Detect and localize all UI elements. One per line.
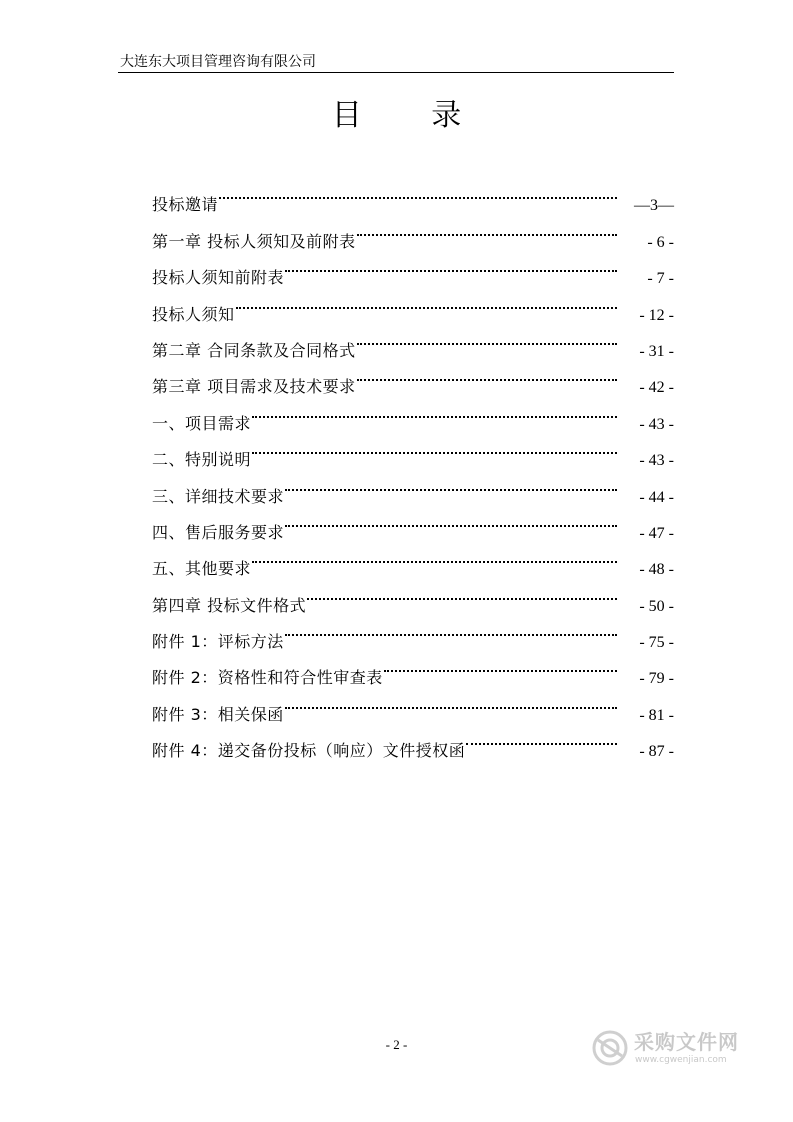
toc-entry-page: - 47 - xyxy=(639,524,674,542)
toc-dot-leader xyxy=(356,356,618,392)
toc-entry-label: 附件 3：相关保函 xyxy=(152,704,284,724)
toc-dot-leader xyxy=(284,611,618,647)
toc-dot-leader xyxy=(383,647,618,683)
toc-entry-page: - 48 - xyxy=(639,561,674,579)
watermark-brand: 采购文件网 xyxy=(634,1030,739,1054)
toc-dot-leader xyxy=(306,574,618,610)
toc-dot-leader xyxy=(284,465,618,501)
toc-entry-page: - 31 - xyxy=(639,342,674,360)
toc-dot-leader xyxy=(284,683,618,719)
company-name: 大连东大项目管理咨询有限公司 xyxy=(120,54,316,70)
toc-dot-leader xyxy=(218,174,618,210)
toc-entry-label: 第三章 项目需求及技术要求 xyxy=(152,377,356,397)
toc-entry-page: - 79 - xyxy=(639,670,674,688)
page-title: 目 录 xyxy=(331,98,492,133)
toc-dot-leader xyxy=(284,247,618,283)
toc-entry-page: - 42 - xyxy=(639,379,674,397)
toc-dot-leader xyxy=(251,392,618,428)
toc-dot-leader xyxy=(251,429,618,465)
page-header xyxy=(118,52,674,73)
watermark-logo-icon xyxy=(592,1030,628,1066)
toc-entry-label: 附件 1：评标方法 xyxy=(152,632,284,652)
toc-entry-page: - 75 - xyxy=(639,634,674,652)
toc-entry-label: 投标邀请 xyxy=(152,195,219,215)
toc-dot-leader xyxy=(465,720,618,756)
toc-entry-page: - 43 - xyxy=(639,452,674,470)
toc-entry-page: - 12 - xyxy=(639,306,674,324)
toc-entry-label: 第一章 投标人须知及前附表 xyxy=(152,231,356,251)
toc-entry-label: 三、详细技术要求 xyxy=(152,486,285,506)
toc-entry-label: 附件 2：资格性和符合性审查表 xyxy=(152,668,383,688)
toc-dot-leader xyxy=(356,320,618,356)
toc-dot-leader xyxy=(356,210,618,246)
toc-entry-page: - 50 - xyxy=(639,597,674,615)
toc-entry-label: 第二章 合同条款及合同格式 xyxy=(152,340,356,360)
toc-entry-page: - 7 - xyxy=(647,270,674,288)
toc-entry-label: 二、特别说明 xyxy=(152,450,252,470)
toc-dot-leader xyxy=(251,538,618,574)
toc-dot-leader xyxy=(235,283,618,319)
watermark xyxy=(592,1028,752,1072)
toc-entry-page: - 44 - xyxy=(639,488,674,506)
toc-entry-label: 一、项目需求 xyxy=(152,413,252,433)
toc-entry-label: 投标人须知 xyxy=(152,304,235,324)
toc-entry-label: 五、其他要求 xyxy=(152,559,252,579)
page-number: - 2 - xyxy=(385,1037,408,1052)
toc-entry-label: 第四章 投标文件格式 xyxy=(152,595,307,615)
toc-entry-page: —3— xyxy=(634,197,674,215)
toc-entry-label: 四、售后服务要求 xyxy=(152,522,285,542)
toc-entry-page: - 43 - xyxy=(639,415,674,433)
toc-entry-page: - 81 - xyxy=(639,706,674,724)
toc-entry-page: - 6 - xyxy=(647,233,674,251)
toc-entry-label: 附件 4：递交备份投标（响应）文件授权函 xyxy=(152,741,466,761)
toc-entry[interactable] xyxy=(152,210,674,251)
toc-entry[interactable] xyxy=(152,174,674,215)
table-of-contents xyxy=(152,174,674,761)
toc-entry-label: 投标人须知前附表 xyxy=(152,268,285,288)
toc-dot-leader xyxy=(284,502,618,538)
toc-entry-page: - 87 - xyxy=(639,743,674,761)
watermark-url: www.cgwenjian.com xyxy=(635,1055,727,1065)
